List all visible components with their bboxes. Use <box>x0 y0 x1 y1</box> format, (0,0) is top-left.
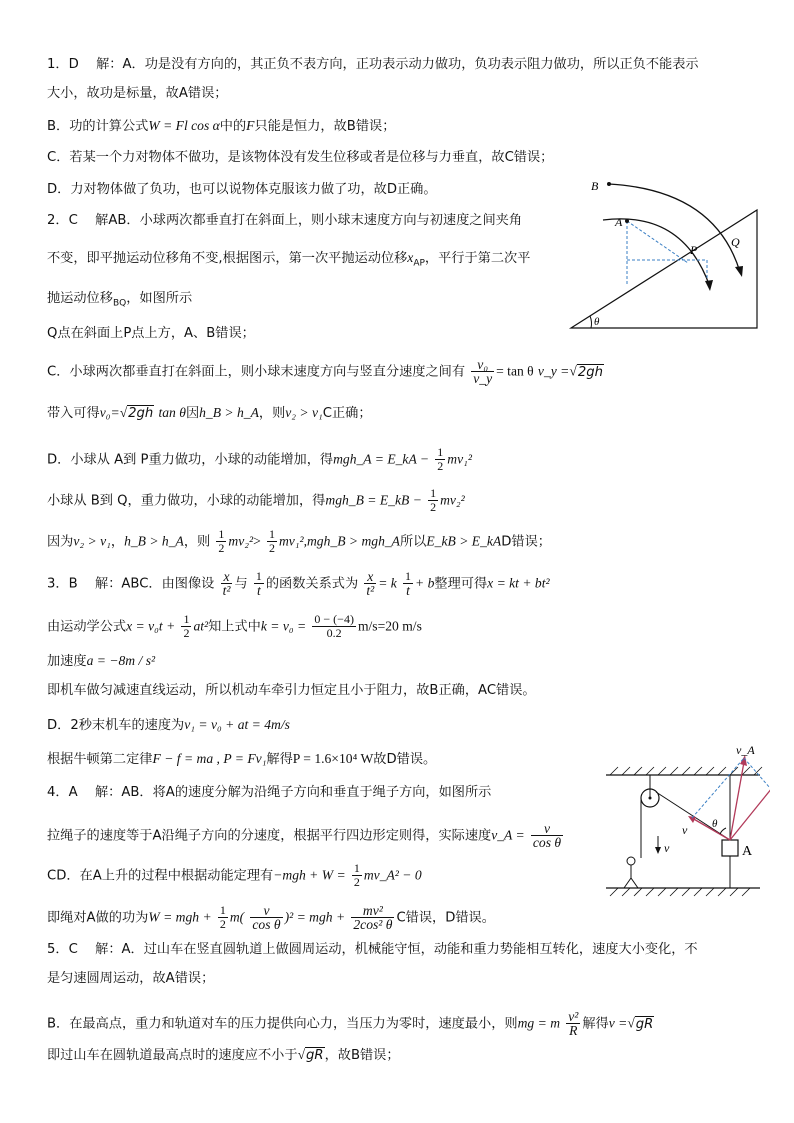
text: B．在最高点，重力和轨道对车的压力提供向心力，当压力为零时，速度最小，则 <box>47 1016 518 1032</box>
solution-line-28: 即过山车在圆轨道最高点时的速度应不小于√gR，故B错误； <box>47 1047 400 1063</box>
text: ，则 <box>183 534 211 550</box>
text: D错误； <box>501 534 551 550</box>
fraction: $\frac{\text{v₀}}{v\_y}$ <box>473 357 493 386</box>
sqrt: gR <box>635 1016 654 1032</box>
formula: mv₂² <box>228 533 254 549</box>
text: 整理可得 <box>434 576 488 592</box>
solution-line-10: C．小球两次都垂直打在斜面上，则小球末速度方向与竖直分速度之间有 $\frac{\text{v₀}}{v\_y}$ = tan θ v_y =√2gh <box>47 357 603 386</box>
dashed-line <box>627 221 688 263</box>
text: 解得 <box>266 752 293 767</box>
solution-line-12 <box>47 446 472 473</box>
text: D．小球从 A到 P重力做功，小球的动能增加，得 <box>47 452 334 468</box>
solution-line-11: 带入可得v₀=√2gh tan θ因h_B > h_A，则v₂ > v₁C正确； <box>47 405 372 421</box>
text: D．2秒末机车的速度为 <box>47 718 185 733</box>
label-theta: θ <box>712 818 718 830</box>
label-b: B <box>591 179 599 193</box>
text: CD．在A上升的过程中根据动能定理有 <box>47 868 274 884</box>
text: 即过山车在圆轨道最高点时的速度应不小于 <box>47 1048 298 1063</box>
formula: + b <box>415 575 435 591</box>
text: 不变，即平抛运动位移角不变,根据图示，第一次平抛运动位移 <box>47 251 408 266</box>
text: ，则 <box>258 406 286 421</box>
solution-line-21: 4．A 解：AB．将A的速度分解为沿绳子方向和垂直于绳子方向，如图所示 <box>47 785 492 800</box>
arrow-head <box>655 847 661 854</box>
text: 的函数关系式为 <box>265 576 359 592</box>
solution-line-25: 5．C 解：A．过山车在竖直圆轨道上做圆周运动，机械能守恒，动能和重力势能相互转化，速度大小变化，不 <box>47 942 698 957</box>
label-q: Q <box>731 235 740 249</box>
solution-line-4: C．若某一个力对物体不做功，是该物体没有发生位移或者是位移与力垂直，故C错误； <box>47 150 554 165</box>
text: 解得 <box>582 1016 609 1032</box>
formula: = tan θ <box>496 363 534 379</box>
text: 因 <box>185 406 200 421</box>
formula: k = v₀ = <box>260 618 307 634</box>
fraction: $\frac{v}{\text{cos θ}}$ <box>252 903 281 932</box>
label-va: v_A <box>736 743 755 757</box>
velocity-va <box>730 762 744 840</box>
arrow-head <box>705 280 713 291</box>
label-p: P <box>690 243 698 257</box>
solution-line-18: 即机车做匀减速直线运动，所以机动车牵引力恒定且小于阻力，故B正确，AC错误。 <box>47 683 536 698</box>
solution-line-16 <box>47 613 422 640</box>
text: 与 <box>234 576 248 592</box>
formula: P = 1.6×10⁴ W <box>292 751 374 766</box>
floor-hatch <box>610 888 750 896</box>
text: 故D错误。 <box>373 752 437 767</box>
sqrt: 2gh <box>577 364 603 380</box>
point-a <box>625 219 629 223</box>
fraction: $\frac{1}{t}$ <box>405 569 412 598</box>
text: ，如图所示 <box>126 291 193 306</box>
solution-line-26: 是匀速圆周运动，故A错误； <box>47 971 215 986</box>
text: 3．B 解：ABC．由图像设 <box>47 576 215 592</box>
text: 由运动学公式 <box>47 619 127 635</box>
formula: E_kB > E_kA <box>426 533 502 549</box>
solution-line-20 <box>47 751 436 768</box>
formula: v₂ > v₁ <box>73 533 111 549</box>
text: 因为 <box>47 534 74 550</box>
formula: > <box>253 533 261 549</box>
dashed-line <box>744 758 770 788</box>
fraction: $\frac{\text{v²}}{R}$ <box>568 1009 579 1038</box>
solution-line-15 <box>47 570 550 597</box>
fraction: $\frac{1}{2}$ <box>430 486 437 514</box>
solution-line-3 <box>47 118 395 135</box>
formula: )² = mgh + <box>284 909 346 925</box>
fraction: $\frac{\text{mv²}}{\text{2cos² θ}}$ <box>353 903 393 932</box>
label-v: v <box>682 823 688 837</box>
text: 拉绳子的速度等于A沿绳子方向的分速度，根据平行四边形定则得，实际速度 <box>47 828 492 844</box>
solution-line-9: Q点在斜面上P点上方，A、B错误； <box>47 326 255 341</box>
label-block-a: A <box>742 844 753 859</box>
ceiling-hatch <box>610 767 762 775</box>
incline-projectile-figure <box>565 170 765 335</box>
formula: mv_A² − 0 <box>363 867 422 883</box>
formula: mv₁² <box>447 451 472 467</box>
text: C错误，D错误。 <box>396 910 495 926</box>
label-v-rope: v <box>664 841 670 855</box>
formula: x <box>407 250 414 265</box>
solution-line-23 <box>47 862 422 889</box>
formula: m( <box>229 909 245 925</box>
formula: m/s=20 m/s <box>357 618 422 634</box>
formula: v₀= <box>99 405 120 420</box>
arrow-head <box>735 266 743 277</box>
text: 只能是恒力，故B错误； <box>254 119 396 134</box>
fraction: $\frac{x}{\text{t²}}$ <box>366 569 375 598</box>
trajectory-b <box>609 184 740 272</box>
formula: F <box>246 118 255 133</box>
hand-figure <box>627 857 635 865</box>
formula: mg = m <box>517 1015 561 1031</box>
solution-line-14: 因为v₂ > v₁，h_B > h_A，则 $\frac{1}{2}$ mv₂²> $\frac{1}{2}$ mv₁²,mgh_B > mgh_A所以E_kB > E_kAD错误； <box>47 527 551 555</box>
fraction: $\frac{1}{t}$ <box>255 569 262 598</box>
formula: x = v₀t + <box>126 618 176 634</box>
rope-slanted <box>656 792 730 840</box>
incline <box>571 210 757 328</box>
pulley-figure <box>600 740 770 900</box>
subscript: AP <box>413 258 425 269</box>
formula: mgh_A = E_kA − <box>333 451 430 467</box>
solution-line-17 <box>47 653 155 670</box>
text: ，故B错误； <box>324 1048 400 1063</box>
fraction: $\frac{1}{2}$ <box>183 612 190 640</box>
fraction: $\frac{1}{2}$ <box>268 527 275 555</box>
text: 小球从 B到 Q，重力做功，小球的动能增加，得 <box>47 493 326 509</box>
formula: mv₁² <box>278 533 304 549</box>
formula: W = Fl cos α <box>148 118 220 133</box>
fraction: $\frac{1}{2}$ <box>219 903 226 931</box>
formula: ,mgh_B > mgh_A <box>303 533 400 549</box>
formula: v = <box>608 1015 628 1031</box>
angle-arc <box>720 828 726 834</box>
solution-line-1: 1．D 解：A．功是没有方向的，其正负不表方向，正功表示动力做功，负功表示阻力做功，所以正负不能表示 <box>47 57 699 72</box>
fraction: $\frac{0 - (-4)}{0.2}$ <box>314 612 354 640</box>
solution-line-7 <box>47 250 530 267</box>
solution-line-19 <box>47 717 290 734</box>
text: 即绳对A做的功为 <box>47 910 149 926</box>
solution-line-5: D．力对物体做了负功，也可以说物体克服该力做了功，故D正确。 <box>47 182 437 197</box>
formula: mgh_B = E_kB − <box>325 492 422 508</box>
velocity-component <box>730 788 770 840</box>
formula: −mgh + W = <box>273 867 346 883</box>
solution-line-27: B．在最高点，重力和轨道对车的压力提供向心力，当压力为零时，速度最小，则mg = m $\frac{\text{v²}}{R}$ 解得v =√gR <box>47 1009 654 1038</box>
text: ，平行于第二次平 <box>424 251 531 266</box>
block-a <box>722 840 738 856</box>
point-b <box>607 182 611 186</box>
angle-arc <box>590 316 591 328</box>
formula: at² <box>193 618 209 634</box>
formula: F − f = ma , P = Fv₁ <box>152 751 267 766</box>
text: 所以 <box>400 534 427 550</box>
text: 中的 <box>219 119 247 134</box>
text: 抛运动位移 <box>47 291 113 306</box>
formula: h_B > h_A <box>199 405 259 420</box>
formula: W = mgh + <box>148 909 212 925</box>
subscript: BQ <box>112 298 127 309</box>
label-theta: θ <box>594 316 600 328</box>
fraction: $\frac{1}{2}$ <box>353 861 360 889</box>
formula: x = kt + bt² <box>487 575 550 591</box>
formula: mv₂² <box>440 492 465 508</box>
formula: a = −8m / s² <box>86 653 156 668</box>
sqrt: gR <box>306 1048 324 1063</box>
sqrt: 2gh <box>128 406 154 421</box>
solution-line-8 <box>47 291 192 307</box>
pulley-axle <box>649 797 652 800</box>
text: 根据牛顿第二定律 <box>47 752 153 767</box>
text: 加速度 <box>47 654 87 669</box>
text: C正确； <box>322 406 372 421</box>
solution-line-24 <box>47 904 495 931</box>
fraction: $\frac{v}{\text{cos θ}}$ <box>532 821 562 850</box>
solution-line-22 <box>47 822 565 849</box>
fraction: $\frac{x}{\text{t²}}$ <box>222 569 231 598</box>
formula: = k <box>378 575 397 591</box>
formula: v_y = <box>537 363 570 379</box>
solution-line-6: 2．C 解AB．小球两次都垂直打在斜面上，则小球末速度方向与初速度之间夹角 <box>47 213 523 228</box>
formula: tan θ <box>158 405 186 420</box>
solution-line-13 <box>47 487 465 514</box>
formula: v₁ = v₀ + at = 4m/s <box>184 717 290 732</box>
text: B．功的计算公式 <box>47 119 149 134</box>
formula: v₂ > v₁ <box>285 405 323 420</box>
fraction: $\frac{1}{2}$ <box>218 527 225 555</box>
text: 知上式中 <box>208 619 261 635</box>
solution-line-2: 大小，故功是标量，故A错误； <box>47 86 228 101</box>
text: 带入可得 <box>47 406 100 421</box>
formula: h_B > h_A <box>124 533 184 549</box>
text: C．小球两次都垂直打在斜面上，则小球末速度方向与竖直分速度之间有 <box>47 364 466 380</box>
hand-figure <box>624 865 638 888</box>
fraction: $\frac{1}{2}$ <box>437 445 444 473</box>
label-a: A <box>615 215 623 229</box>
formula: v_A = <box>491 827 525 843</box>
